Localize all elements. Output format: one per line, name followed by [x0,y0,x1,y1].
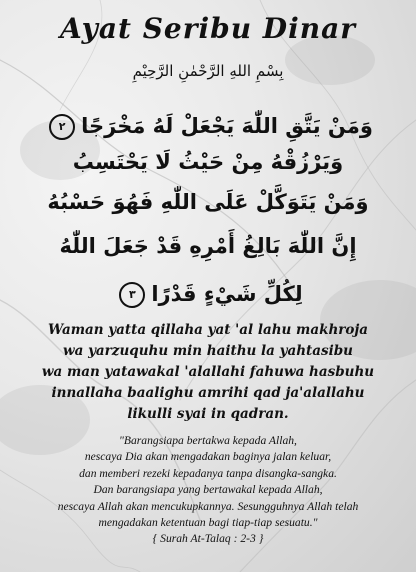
translation-line: "Barangsiapa bertakwa kepada Allah, [119,434,297,447]
arabic-line-3: وَمَنْ يَتَوَكَّلْ عَلَى اللّٰهِ فَهُوَ حَسْبُهُ [47,190,369,214]
transliteration-line: innallaha baalighu amrihi qad ja'alallahu [51,385,365,401]
bismillah: بِسْمِ اللهِ الرَّحْمٰنِ الرَّحِيْمِ [132,62,284,80]
translation-line: nescaya Allah akan mencukupkannya. Sesungguhnya Allah telah [57,499,359,513]
transliteration [20,320,396,425]
arabic-line-1 [0,114,416,140]
verse-marker-2: ٢ [49,114,75,140]
arabic-line-4: إِنَّ اللّٰهَ بَالِغُ أَمْرِهِ قَدْ جَعَلَ اللّٰهُ [59,234,357,258]
transliteration-line: wa yarzuquhu min haithu la yahtasibu [63,343,353,359]
translation-line: nescaya Dia akan mengadakan baginya jalan keluar, [84,450,332,464]
translation-line: mengadakan ketentuan bagi tiap-tiap sesuatu." [98,516,318,530]
translation-line: Dan barangsiapa yang bertawakal kepada Allah, [93,483,323,497]
translation-line: dan memberi rezeki kepadanya tanpa disangka-sangka. [79,466,337,480]
arabic-line-2: وَيَرْزُقْهُ مِنْ حَيْثُ لَا يَحْتَسِبُ [72,150,344,174]
transliteration-line: Waman yatta qillaha yat 'al lahu makhroja [47,322,369,338]
verse-marker-3: ٣ [119,282,145,308]
transliteration-line: likulli syai in qadran. [127,406,289,422]
surah-reference: { Surah At-Talaq : 2-3 } [152,532,264,546]
arabic-line-5-text: لِكُلِّ شَيْءٍ قَدْرًا [151,282,303,306]
page-title: Ayat Seribu Dinar [60,12,356,45]
arabic-line-1-text: وَمَنْ يَتَّقِ اللّٰهَ يَجْعَلْ لَهُ مَخْرَجًا [81,114,373,138]
transliteration-line: wa man yatawakal 'alallahi fahuwa hasbuhu [41,364,375,380]
arabic-line-5 [0,282,416,308]
translation [10,433,406,548]
